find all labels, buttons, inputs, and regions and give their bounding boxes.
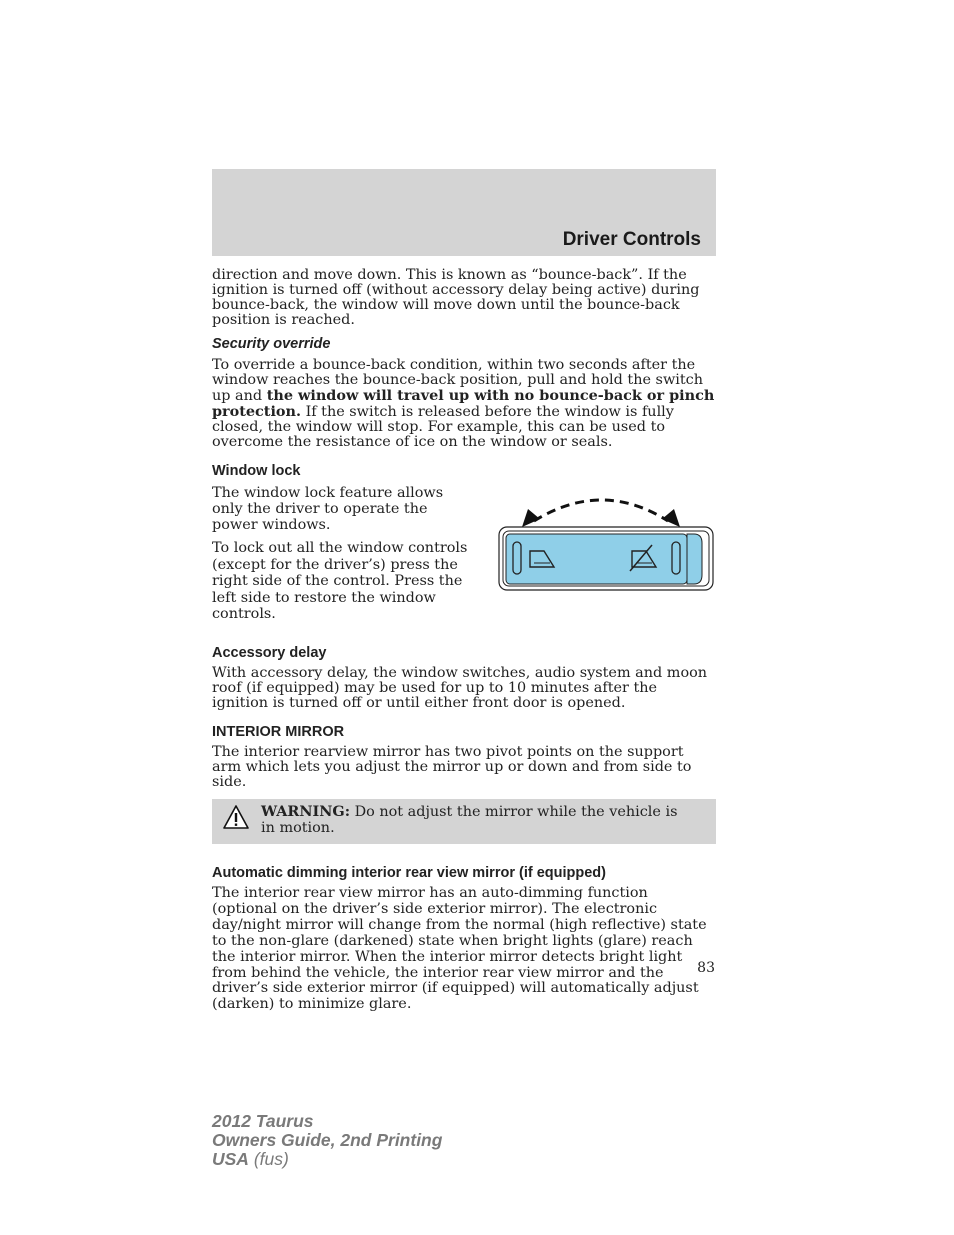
warning-message: Do not adjust the mirror while the vehicle is in motion. [261, 804, 678, 836]
switch-rocker [506, 534, 687, 584]
footer-line-2: Owners Guide, 2nd Printing [212, 1130, 443, 1150]
security-override-text-1: To override a bounce-back condition, within two seconds after the window reaches the bounce-back position, pull and hold the switch up and [212, 357, 703, 404]
window-lock-switch-svg [472, 485, 716, 595]
right-arrowhead-icon [662, 509, 680, 527]
interior-mirror-heading: INTERIOR MIRROR [212, 724, 345, 740]
footer [212, 1112, 442, 1169]
window-lock-text [212, 485, 472, 639]
toggle-arc-arrow [534, 500, 668, 521]
warning-triangle-icon [222, 804, 250, 830]
security-override-heading: Security override [212, 336, 331, 352]
accessory-delay-heading: Accessory delay [212, 645, 327, 661]
section-title: Driver Controls [562, 229, 701, 250]
footer-line-3 [212, 1150, 442, 1169]
auto-dimming-heading: Automatic dimming interior rear view mirror (if equipped) [212, 865, 606, 881]
security-override-text-2: If the switch is released before the window is fully closed, the window will stop. For example, this can be used to overcome the resistance of ice on the window or seals. [212, 404, 674, 450]
intro-paragraph: direction and move down. This is known as “bounce-back”. If the ignition is turned off (without accessory delay being active) during bounce-back, the window will move down until the bounce-back position is reached. [212, 267, 700, 328]
interior-mirror-paragraph: The interior rearview mirror has two pivot points on the support arm which lets you adjust the mirror up or down and from side to side. [212, 744, 692, 790]
window-lock-section [212, 485, 716, 639]
footer-code: (fus) [248, 1149, 289, 1169]
switch-rocker-edge [687, 534, 702, 584]
window-lock-paragraph-1: The window lock feature allows only the driver to operate the power windows. [212, 485, 444, 533]
accessory-delay-paragraph: With accessory delay, the window switches, audio system and moon roof (if equipped) may be used for up to 10 minutes after the ignition is turned off or until either front door is opened. [212, 665, 708, 711]
warning-label: WARNING: [261, 803, 351, 820]
window-lock-switch-illustration [472, 485, 716, 639]
section-header-band [212, 169, 716, 256]
footer-line-1: 2012 Taurus [212, 1111, 314, 1131]
left-arrowhead-icon [522, 509, 540, 527]
security-override-bold: the window will travel up with no bounce-back or pinch protection. [212, 387, 715, 420]
footer-market: USA [212, 1149, 249, 1169]
warning-box [212, 799, 716, 844]
window-lock-heading: Window lock [212, 463, 301, 479]
page-number: 83 [697, 960, 715, 976]
window-lock-paragraph-2: To lock out all the window controls (except for the driver’s) press the right side of the control. Press the left side to restore the window controls. [212, 540, 468, 622]
warning-text [261, 804, 694, 836]
security-override-paragraph [212, 358, 716, 450]
page-content [212, 268, 716, 1013]
auto-dimming-paragraph: The interior rear view mirror has an auto-dimming function (optional on the driver’s side exterior mirror). The electronic day/night mirror will change from the normal (high reflective) state to the non-glare (darkened) state when bright lights (glare) reach the interior mirror. When the interior mirror detects bright light from behind the vehicle, the interior rear view mirror and the driver’s side exterior mirror (if equipped) will automatically adjust (darken) to minimize glare. [212, 885, 707, 1013]
